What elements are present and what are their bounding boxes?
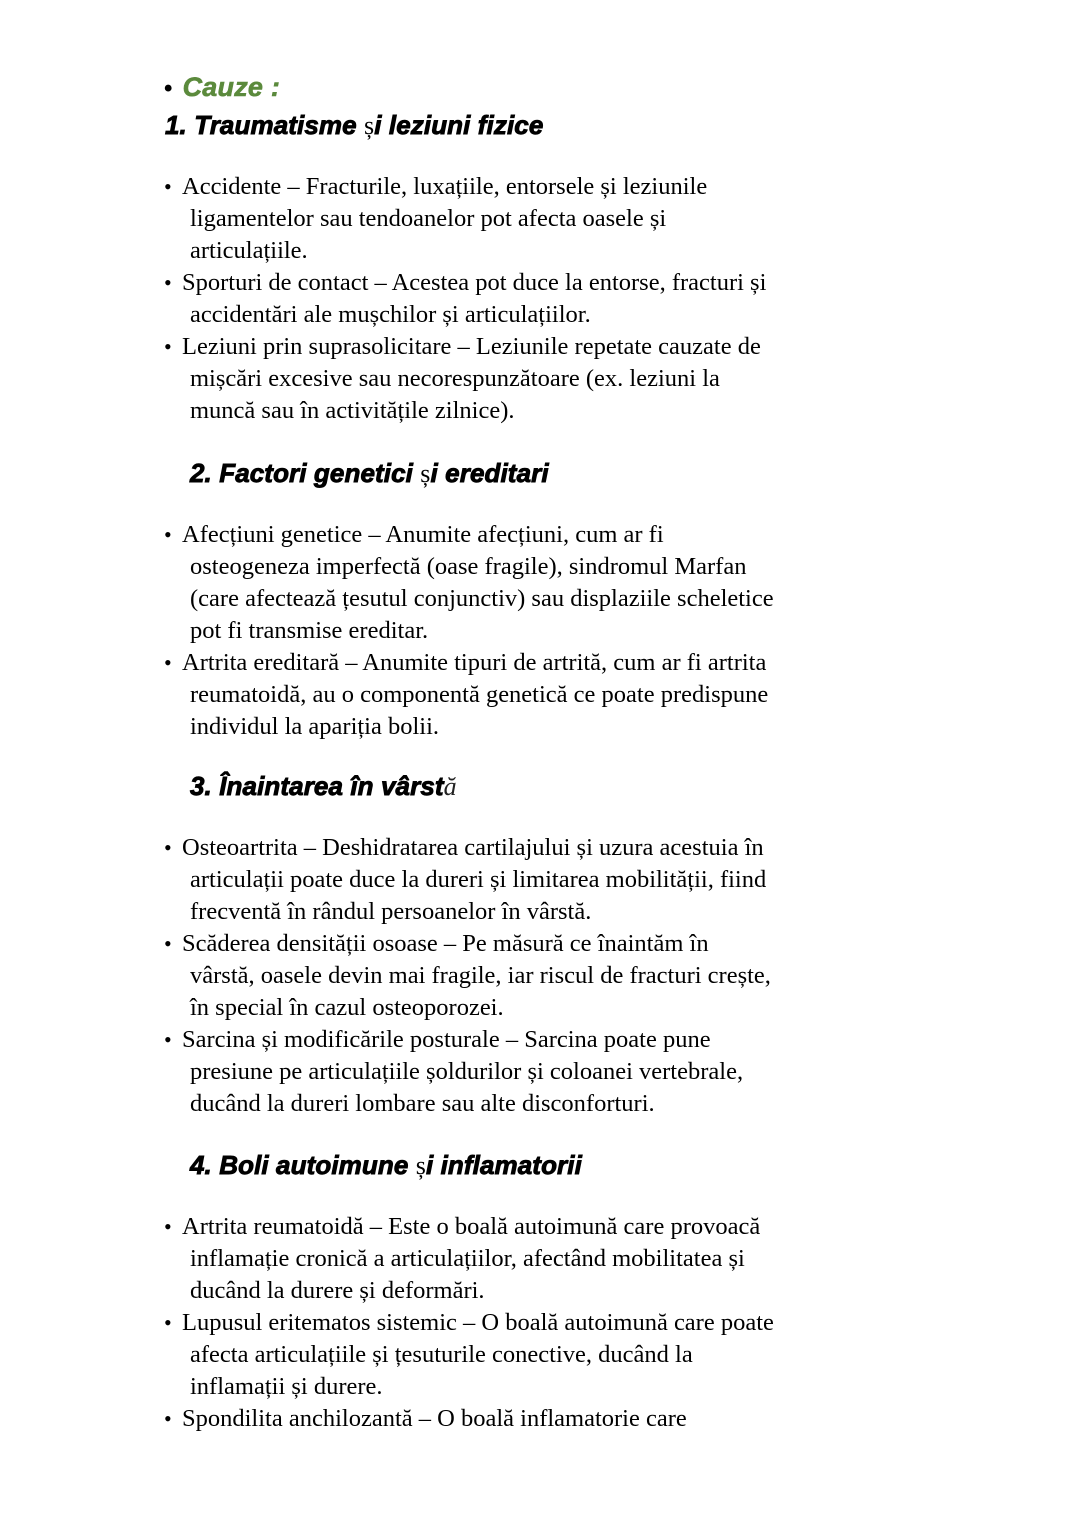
section-3-list xyxy=(164,832,824,1120)
heading-text: i ereditari xyxy=(430,458,549,488)
bullet-icon: • xyxy=(164,1027,172,1052)
list-item-line: Leziuni prin suprasolicitare – Leziunile repetate cauzate de xyxy=(182,333,761,360)
list-item-line: Spondilita anchilozantă – O boală inflamatorie care xyxy=(182,1405,687,1432)
list-item xyxy=(164,1307,824,1403)
heading-text: 1. Traumatisme xyxy=(165,110,365,140)
bullet-icon: • xyxy=(164,650,172,675)
list-item-line: presiune pe articulațiile șoldurilor și coloanei vertebrale, xyxy=(190,1058,744,1085)
section-heading-3 xyxy=(190,771,457,802)
list-item-line: Lupusul eritematos sistemic – O boală autoimună care poate xyxy=(182,1309,774,1336)
list-item-line: accidentări ale mușchilor și articulațiilor. xyxy=(190,301,591,328)
list-item-line: inflamație cronică a articulațiilor, afectând mobilitatea și xyxy=(190,1245,745,1272)
bullet-icon: • xyxy=(164,522,172,547)
list-item-line: ducând la durere și deformări. xyxy=(190,1277,485,1304)
list-item xyxy=(164,171,824,267)
bullet-icon: • xyxy=(164,835,172,860)
list-item-line: (care afectează țesutul conjunctiv) sau displaziile scheletice xyxy=(190,585,774,612)
causes-label-text: Cauze : xyxy=(182,72,281,102)
section-4-list xyxy=(164,1211,824,1435)
list-item-line: osteogeneza imperfectă (oase fragile), sindromul Marfan xyxy=(190,553,747,580)
list-item xyxy=(164,267,824,331)
section-1-list xyxy=(164,171,824,427)
list-item-line: ligamentelor sau tendoanelor pot afecta oasele și xyxy=(190,205,667,232)
bullet-icon: • xyxy=(164,1214,172,1239)
list-item-line: muncă sau în activitățile zilnice). xyxy=(190,397,515,424)
list-item xyxy=(164,1024,824,1120)
list-item xyxy=(164,519,824,647)
heading-text: 2. Factori genetici xyxy=(190,458,421,488)
section-2-list xyxy=(164,519,824,743)
list-item-line: mișcări excesive sau necorespunzătoare (ex. leziuni la xyxy=(190,365,720,392)
list-item-line: reumatoidă, au o componentă genetică ce poate predispune xyxy=(190,681,769,708)
list-item xyxy=(164,1403,824,1435)
bullet-icon: • xyxy=(164,75,173,102)
bullet-icon: • xyxy=(164,334,172,359)
heading-text: ă xyxy=(443,772,457,801)
causes-label xyxy=(164,72,280,103)
list-item-line: inflamații și durere. xyxy=(190,1373,383,1400)
list-item xyxy=(164,647,824,743)
list-item-line: vârstă, oasele devin mai fragile, iar riscul de fracturi crește, xyxy=(190,962,771,989)
bullet-icon: • xyxy=(164,174,172,199)
list-item-line: Osteoartrita – Deshidratarea cartilajului și uzura acestuia în xyxy=(182,834,764,861)
list-item xyxy=(164,928,824,1024)
list-item-line: articulațiile. xyxy=(190,237,308,264)
list-item xyxy=(164,331,824,427)
list-item-line: Scăderea densității osoase – Pe măsură ce înaintăm în xyxy=(182,930,709,957)
list-item-line: afecta articulațiile și țesuturile conective, ducând la xyxy=(190,1341,693,1368)
list-item-line: în special în cazul osteoporozei. xyxy=(190,994,504,1021)
section-heading-2 xyxy=(190,458,549,489)
list-item-line: individul la apariția bolii. xyxy=(190,713,440,740)
section-heading-1 xyxy=(165,110,543,141)
list-item-line: Accidente – Fracturile, luxațiile, entorsele și leziunile xyxy=(182,173,708,200)
list-item xyxy=(164,1211,824,1307)
list-item-line: Afecțiuni genetice – Anumite afecțiuni, cum ar fi xyxy=(182,521,664,548)
list-item-line: Sarcina și modificările posturale – Sarcina poate pune xyxy=(182,1026,711,1053)
heading-text: i leziuni fizice xyxy=(374,110,544,140)
bullet-icon: • xyxy=(164,270,172,295)
list-item-line: ducând la dureri lombare sau alte disconforturi. xyxy=(190,1090,655,1117)
list-item xyxy=(164,832,824,928)
heading-text: ș xyxy=(415,1151,426,1180)
list-item-line: Artrita reumatoidă – Este o boală autoimună care provoacă xyxy=(182,1213,761,1240)
list-item-line: pot fi transmise ereditar. xyxy=(190,617,429,644)
heading-text: 4. Boli autoimune xyxy=(190,1150,416,1180)
heading-text: ș xyxy=(364,111,375,140)
bullet-icon: • xyxy=(164,1406,172,1431)
bullet-icon: • xyxy=(164,931,172,956)
list-item-line: articulații poate duce la dureri și limitarea mobilității, fiind xyxy=(190,866,767,893)
section-heading-4 xyxy=(190,1150,582,1181)
bullet-icon: • xyxy=(164,1310,172,1335)
list-item-line: Sporturi de contact – Acestea pot duce la entorse, fracturi și xyxy=(182,269,767,296)
list-item-line: Artrita ereditară – Anumite tipuri de artrită, cum ar fi artrita xyxy=(182,649,767,676)
heading-text: 3. Înaintarea în vârst xyxy=(190,771,444,801)
heading-text: ș xyxy=(420,459,431,488)
list-item-line: frecventă în rândul persoanelor în vârstă. xyxy=(190,898,592,925)
heading-text: i inflamatorii xyxy=(425,1150,582,1180)
